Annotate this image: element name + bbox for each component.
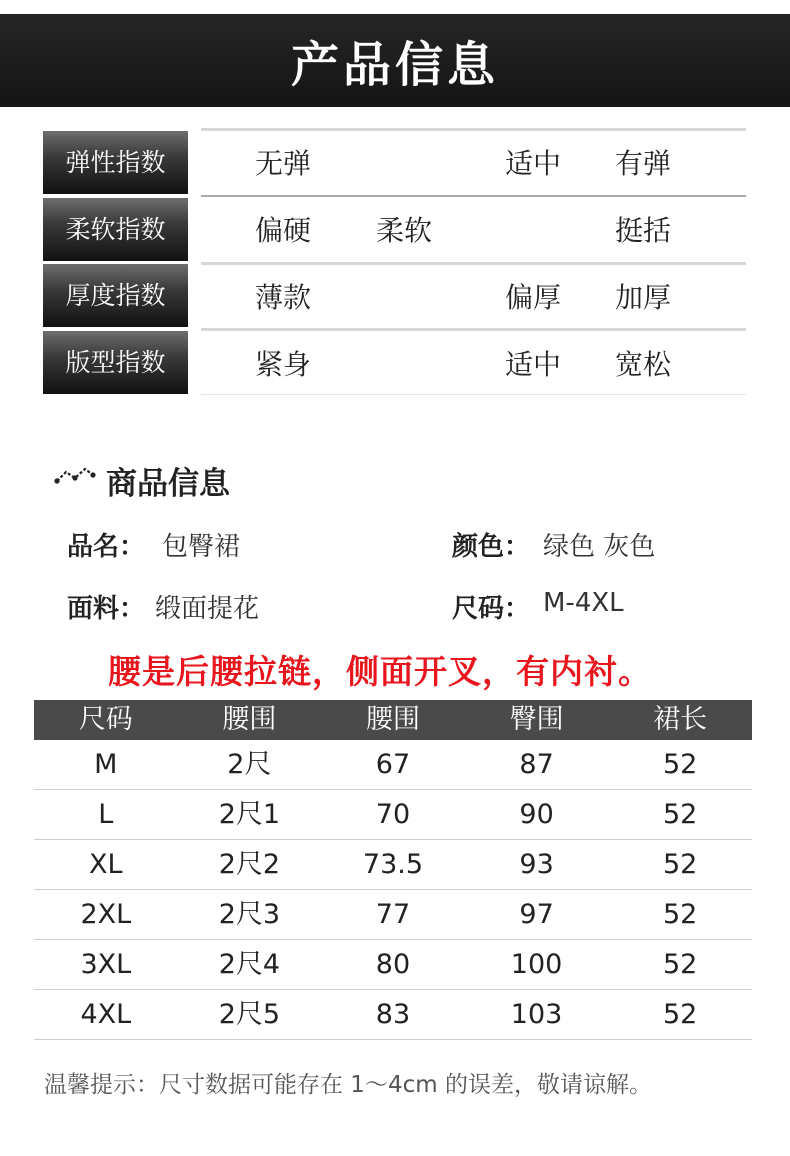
table-cell: 100 <box>510 949 563 980</box>
thickness-index-label: 厚度指数 <box>43 264 188 327</box>
fabric-label: 面料： <box>67 594 146 624</box>
fabric-value: 缎面提花 <box>155 594 260 624</box>
table-cell: 103 <box>510 999 563 1030</box>
trend-line-icon <box>54 466 96 486</box>
table-cell: 73.5 <box>362 849 424 880</box>
color-label: 颜色： <box>452 532 531 562</box>
table-cell: 87 <box>519 749 554 780</box>
table-cell: M <box>94 749 118 780</box>
softness-option: 挺括 <box>615 214 672 247</box>
fit-index-label: 版型指数 <box>43 331 188 394</box>
table-header <box>34 700 752 740</box>
section-title: 商品信息 <box>106 466 230 502</box>
divider <box>201 262 746 265</box>
table-cell: 52 <box>662 949 698 980</box>
elasticity-option: 有弹 <box>615 147 672 180</box>
header-banner <box>0 14 790 107</box>
elasticity-option: 无弹 <box>255 147 312 180</box>
elasticity-option: 适中 <box>505 147 562 180</box>
table-cell: 93 <box>519 849 554 880</box>
table-cell: L <box>98 799 114 830</box>
table-cell: 2尺 <box>227 749 272 780</box>
table-cell: 77 <box>375 899 411 930</box>
softness-option: 柔软 <box>376 214 433 247</box>
table-cell: 4XL <box>80 999 132 1030</box>
table-row <box>34 790 752 840</box>
table-cell: 2尺3 <box>218 899 281 930</box>
column-header: 腰围 <box>222 704 277 735</box>
column-header: 臀围 <box>509 704 564 735</box>
table-cell: 52 <box>662 899 698 930</box>
column-header: 尺码 <box>78 704 133 735</box>
table-row <box>34 990 752 1040</box>
thickness-option: 薄款 <box>255 281 312 314</box>
elasticity-index-label: 弹性指数 <box>43 131 188 194</box>
thickness-option: 偏厚 <box>505 281 562 314</box>
table-cell: 52 <box>662 999 698 1030</box>
color-value: 绿色 灰色 <box>543 532 656 562</box>
page-title: 产品信息 <box>290 37 499 93</box>
table-cell: 2尺1 <box>218 799 281 830</box>
table-cell: 52 <box>662 849 698 880</box>
table-row <box>34 740 752 790</box>
table-cell: 90 <box>519 799 554 830</box>
fit-option: 紧身 <box>255 348 312 381</box>
column-header: 腰围 <box>365 704 420 735</box>
table-cell: 70 <box>375 799 411 830</box>
softness-option: 偏硬 <box>255 214 312 247</box>
table-cell: 97 <box>519 899 554 930</box>
size-value: M-4XL <box>543 588 624 618</box>
thickness-option: 加厚 <box>615 281 672 314</box>
table-cell: 67 <box>375 749 411 780</box>
table-row <box>34 890 752 940</box>
divider <box>201 128 746 131</box>
fit-option: 宽松 <box>615 348 672 381</box>
size-label: 尺码： <box>452 594 531 624</box>
table-cell: 80 <box>375 949 411 980</box>
table-cell: 52 <box>662 799 698 830</box>
table-cell: 83 <box>375 999 411 1030</box>
divider <box>201 195 746 197</box>
divider <box>201 328 746 331</box>
tip-text: 温馨提示：尺寸数据可能存在 1～4cm 的误差，敬请谅解。 <box>44 1072 652 1098</box>
name-label: 品名： <box>67 532 146 562</box>
table-row <box>34 840 752 890</box>
table-cell: XL <box>89 849 123 880</box>
table-cell: 2尺4 <box>218 949 281 980</box>
table-cell: 2尺5 <box>218 999 281 1030</box>
notice-text: 腰是后腰拉链，侧面开叉，有内衬。 <box>108 652 652 691</box>
column-header: 裙长 <box>653 704 708 735</box>
fit-option: 适中 <box>505 348 562 381</box>
table-cell: 52 <box>662 749 698 780</box>
size-table <box>34 700 752 1040</box>
table-row <box>34 940 752 990</box>
name-value: 包臀裙 <box>162 532 241 562</box>
divider <box>201 394 746 395</box>
table-cell: 2XL <box>80 899 132 930</box>
softness-index-label: 柔软指数 <box>43 198 188 261</box>
table-cell: 3XL <box>80 949 132 980</box>
table-cell: 2尺2 <box>218 849 281 880</box>
